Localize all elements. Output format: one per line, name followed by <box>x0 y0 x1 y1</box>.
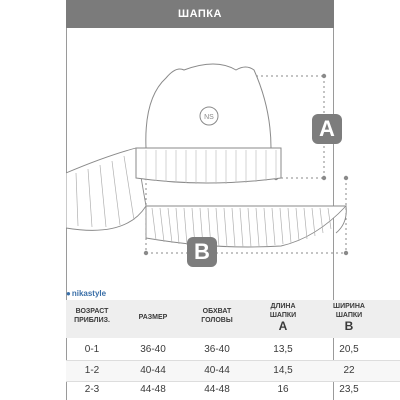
brand-name: nikastyle <box>71 289 107 298</box>
col-width: ШИРИНА ШАПКИ B <box>333 303 365 333</box>
dimension-a-badge: A <box>312 114 342 144</box>
table-header <box>66 300 400 338</box>
col-length: ДЛИНА ШАПКИ A <box>269 303 297 333</box>
table-row: 2-3 44-48 44-48 16 23,5 <box>84 384 359 395</box>
table-row: 1-2 40-44 40-44 14,5 22 <box>66 361 400 381</box>
dimension-b-badge: B <box>187 237 217 267</box>
size-table <box>66 300 400 400</box>
col-head: ОБХВАТ ГОЛОВЫ <box>201 308 233 324</box>
logo-patch-text: NS <box>204 114 214 121</box>
table-row: 0-1 36-40 36-40 13,5 20,5 <box>84 344 359 355</box>
col-size: РАЗМЕР <box>138 314 168 321</box>
brand-logo <box>66 289 106 298</box>
col-age: ВОЗРАСТ ПРИБЛИЗ. <box>74 308 110 324</box>
hat-diagram <box>66 28 400 300</box>
brand-dot-icon: ● <box>66 289 71 298</box>
chart-title: ШАПКА <box>66 0 334 28</box>
